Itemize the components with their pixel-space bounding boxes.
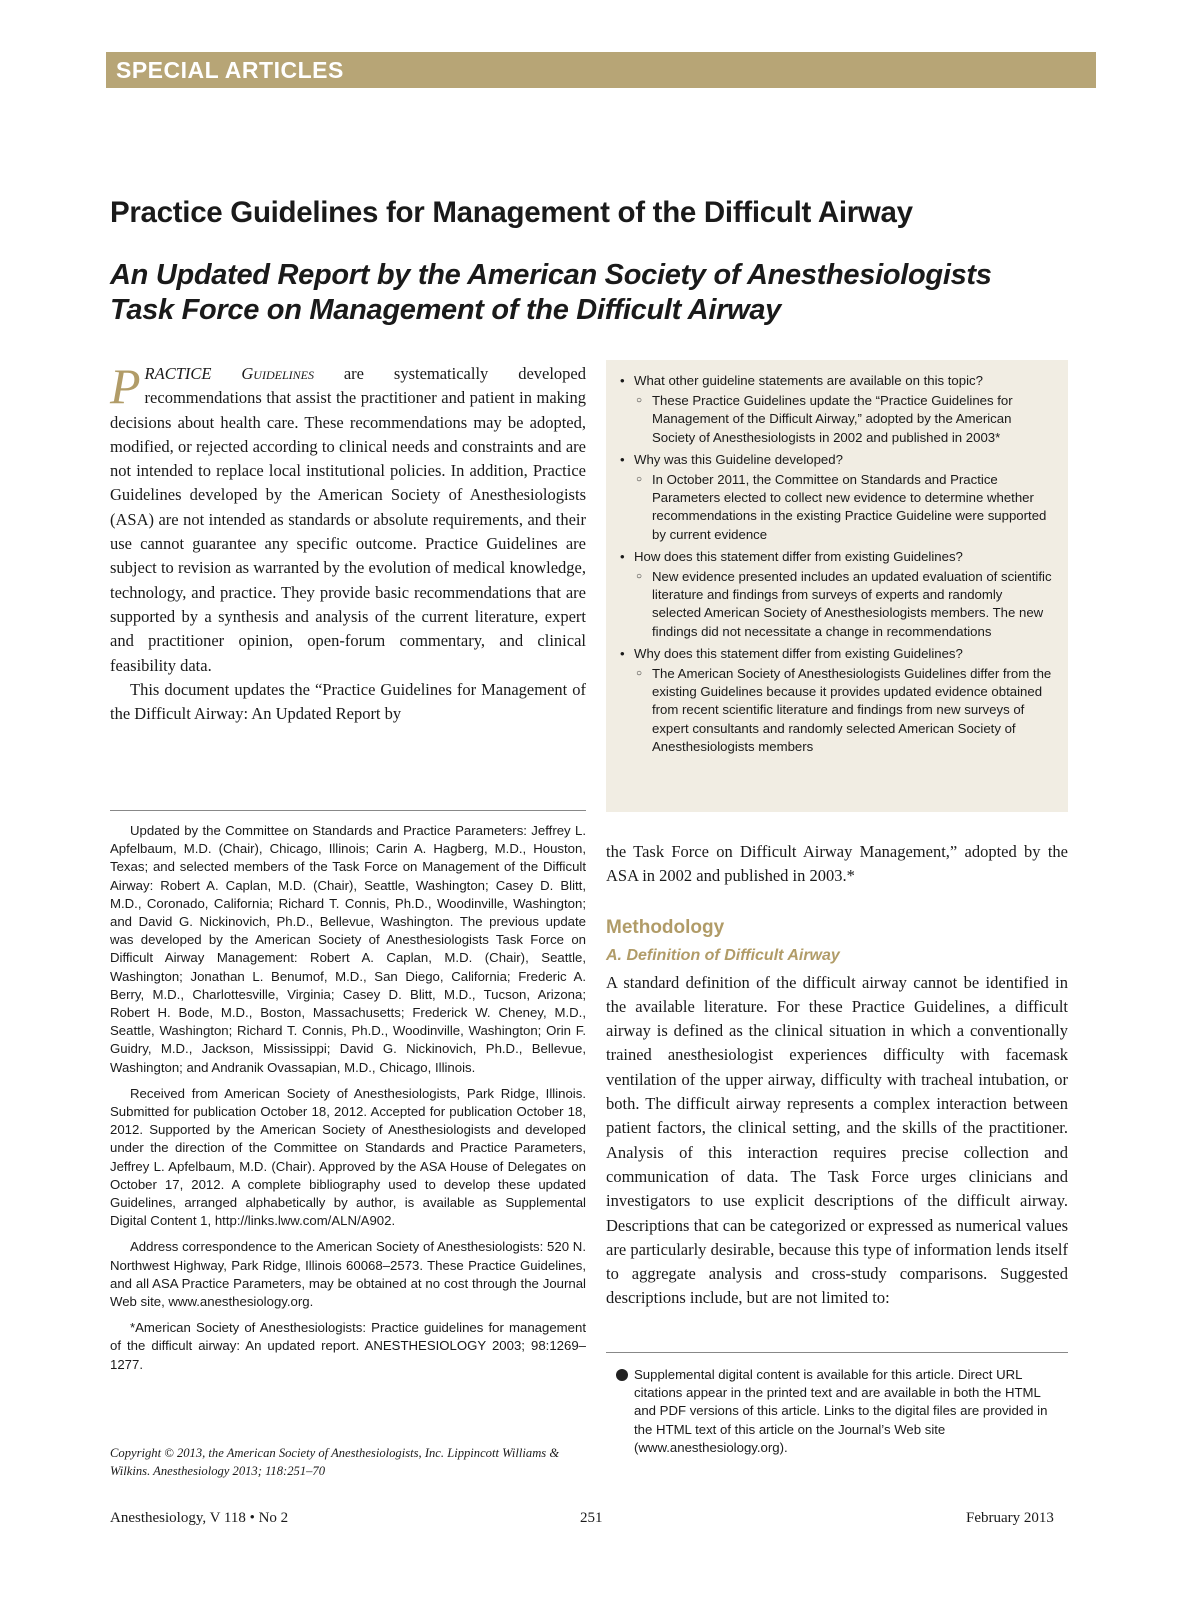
supplemental-content-text: Supplemental digital content is available for this article. Direct URL citations appear in the printed text and are available in both the HTML and PDF versions of this article. Links to the digital files are provided in the HTML text of this article on the Journal’s Web site (www.anesthesiology.org). bbox=[634, 1367, 1048, 1455]
supplemental-content-icon bbox=[616, 1369, 628, 1381]
article-title: Practice Guidelines for Management of the Difficult Airway bbox=[110, 196, 913, 229]
sdc-divider bbox=[606, 1352, 1068, 1353]
subtitle-line-1: An Updated Report by the American Society of Anesthesiologists bbox=[110, 259, 992, 291]
intro-text bbox=[110, 358, 586, 726]
summary-answer: ○ These Practice Guidelines update the “Practice Guidelines for Management of the Difficult Airway,” adopted by the American Society of Anesthesiologists in 2002 and published in 2003* bbox=[620, 392, 1054, 447]
footnote-reference: *American Society of Anesthesiologists: Practice guidelines for management of the difficult airway: An updated report. ANESTHESIOLOGY 2003; 98:1269–1277. bbox=[110, 1320, 586, 1372]
right-column-text bbox=[606, 840, 1068, 1311]
summary-question: • Why was this Guideline developed? bbox=[620, 451, 1054, 469]
summary-question: • How does this statement differ from existing Guidelines? bbox=[620, 548, 1054, 566]
intro-p1-body: are systematically developed recommendations that assist the practitioner and patient in making decisions about health care. These recommendations may be adopted, modified, or rejected according to clinical needs and constraints and are not intended to replace local institutional policies. In addition, Practice Guidelines developed by the American Society of Anesthesiologists (ASA) are not intended as standards or absolute requirements, and their use cannot guarantee any specific outcome. Practice Guidelines are subject to revision as warranted by the evolution of medical knowledge, technology, and practice. They provide basic recommendations that are supported by a synthesis and analysis of the current literature, expert and practitioner opinion, open-forum commentary, and clinical feasibility data. bbox=[110, 364, 586, 675]
continuation-paragraph: the Task Force on Difficult Airway Management,” adopted by the ASA in 2002 and published in 2003.* bbox=[606, 842, 1068, 886]
definition-paragraph: A standard definition of the difficult airway cannot be identified in the available literature. For these Practice Guidelines, a difficult airway is defined as the clinical situation in which a conventionally trained anesthesiologist experiences difficulty with facemask ventilation of the upper airway, difficulty with tracheal intubation, or both. The difficult airway represents a complex interaction between patient factors, the clinical setting, and the skills of the practitioner. Analysis of this interaction requires precise collection and communication of data. The Task Force urges clinicians and investigators to use explicit descriptions of the difficult airway. Descriptions that can be categorized or expressed as numerical values are particularly desirable, because this type of information lends itself to aggregate analysis and cross-study comparisons. Suggested descriptions include, but are not limited to: bbox=[606, 972, 1068, 1308]
copyright-notice: Copyright © 2013, the American Society of Anesthesiologists, Inc. Lippincott Williams & Wilkins. Anesthesiology 2013; 118:251–70 bbox=[110, 1446, 560, 1478]
footer-journal: Anesthesiology, V 118 • No 2 bbox=[110, 1510, 289, 1526]
footnote-received: Received from American Society of Anesthesiologists, Park Ridge, Illinois. Submitted for publication October 18, 2012. Accepted for publication October 18, 2012. Supported by the American Society of Anesthesiologists and developed under the direction of the Committee on Standards and Practice Parameters, Jeffrey L. Apfelbaum, M.D. (Chair). Approved by the ASA House of Delegates on October 17, 2012. A complete bibliography used to develop these updated Guidelines, arranged alphabetically by author, is available as Supplemental Digital Content 1, http://links.lww.com/ALN/A902. bbox=[110, 1085, 586, 1229]
footnote-authors: Updated by the Committee on Standards and Practice Parameters: Jeffrey L. Apfelbaum, M.D. (Chair), Chicago, Illinois; Carin A. Hagberg, M.D., Houston, Texas; and selected members of the Task Force on Management of the Difficult Airway: Robert A. Caplan, M.D. (Chair), Seattle, Washington; Casey D. Blitt, M.D., Coronado, California; Richard T. Connis, Ph.D., Woodinville, Washington; and David G. Nickinovich, Ph.D., Bellevue, Washington. The previous update was developed by the American Society of Anesthesiologists Task Force on Difficult Airway Management: Robert A. Caplan, M.D. (Chair), Seattle, Washington; Jonathan L. Benumof, M.D., San Diego, California; Frederic A. Berry, M.D., Charlottesville, Virginia; Casey D. Blitt, M.D., Tucson, Arizona; Robert H. Bode, M.D., Boston, Massachusetts; Frederick W. Cheney, M.D., Seattle, Washington; Richard T. Connis, Ph.D., Woodinville, Washington; Orin F. Guidry, M.D., Jackson, Mississippi; David G. Nickinovich, Ph.D., Bellevue, Washington; and Andranik Ovassapian, M.D., Chicago, Illinois. bbox=[110, 823, 586, 1075]
subtitle-line-2: Task Force on Management of the Difficult Airway bbox=[110, 294, 781, 326]
summary-question: • Why does this statement differ from existing Guidelines? bbox=[620, 645, 1054, 663]
footnote-address: Address correspondence to the American Society of Anesthesiologists: 520 N. Northwest Highway, Park Ridge, Illinois 60068–2573. These Practice Guidelines, and all ASA Practice Parameters, may be obtained at no cost through the Journal Web site, www.anesthesiology.org. bbox=[110, 1239, 586, 1310]
footer-page-number: 251 bbox=[580, 1510, 603, 1526]
summary-answer: ○ The American Society of Anesthesiologists Guidelines differ from the existing Guidelines because it provides updated evidence obtained from recent scientific literature and findings from new surveys of expert consultants and randomly selected American Society of Anesthesiologists members bbox=[620, 665, 1054, 756]
footer-date: February 2013 bbox=[966, 1510, 1054, 1526]
supplemental-content-note bbox=[616, 1366, 1064, 1457]
section-banner: SPECIAL ARTICLES bbox=[106, 52, 1096, 88]
intro-lead: RACTICE Guidelines bbox=[144, 364, 314, 383]
summary-list bbox=[620, 372, 1054, 756]
footnotes bbox=[110, 822, 586, 1382]
intro-paragraph-2: This document updates the “Practice Guidelines for Management of the Difficult Airway: An Updated Report by bbox=[110, 679, 586, 724]
summary-box bbox=[606, 360, 1068, 812]
footnote-divider bbox=[110, 810, 586, 811]
subsection-heading-definition: A. Definition of Difficult Airway bbox=[606, 946, 840, 964]
section-heading-methodology: Methodology bbox=[606, 916, 725, 938]
summary-answer: ○ New evidence presented includes an updated evaluation of scientific literature and findings from surveys of experts and randomly selected American Society of Anesthesiologists members. The new findings did not necessitate a change in recommendations bbox=[620, 568, 1054, 641]
article-subtitle bbox=[110, 258, 1110, 328]
summary-answer: ○ In October 2011, the Committee on Standards and Practice Parameters elected to collect new evidence to determine whether recommendations in the existing Practice Guideline were supported by current evidence bbox=[620, 471, 1054, 544]
intro-paragraph-1 bbox=[110, 358, 586, 678]
drop-cap: P bbox=[110, 358, 141, 414]
summary-question: • What other guideline statements are available on this topic? bbox=[620, 372, 1054, 390]
